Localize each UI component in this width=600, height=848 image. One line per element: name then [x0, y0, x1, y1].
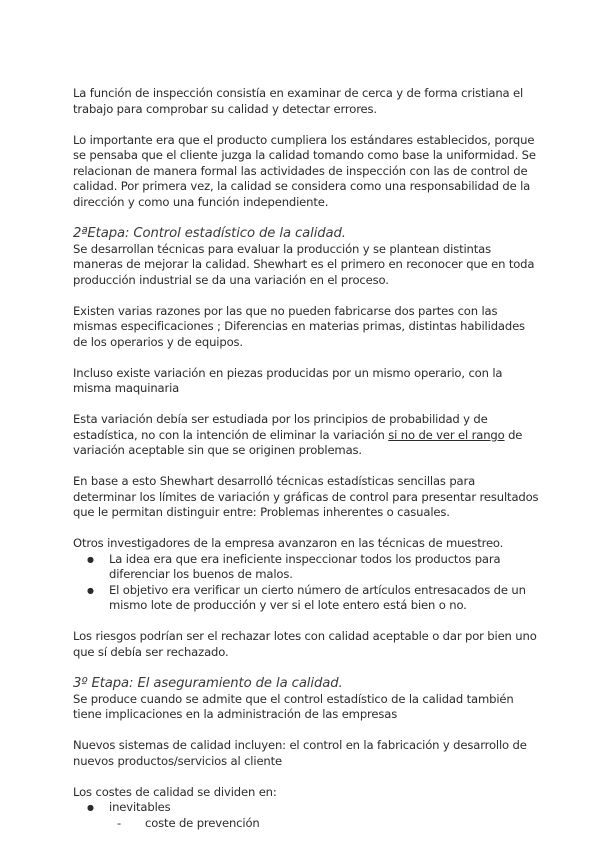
paragraph-standards: Lo importante era que el producto cumpliera los estándares establecidos, porque se pensaba que el cliente juzga la calidad tomando como base la uniformidad. Se relacionan de manera formal las actividades de inspección con las de control de calidad. Por primera vez, la calidad se considera como una responsabilidad de la dirección y como una función independiente.: [73, 132, 536, 209]
paragraph-costs: Los costes de calidad se dividen en:: [73, 784, 277, 799]
paragraph-new-systems: Nuevos sistemas de calidad incluyen: el control en la fabricación y desarrollo de nuevos productos/servicios al cliente: [73, 738, 527, 768]
paragraph-shewhart: En base a esto Shewhart desarrolló técnicas estadísticas sencillas para determinar los límites de variación y gráficas de control para presentar resultados que le permitan distinguir entre: Problemas inherentes o casuales.: [73, 474, 539, 519]
heading-stage-2: 2ªEtapa: Control estadístico de la calidad.: [73, 225, 346, 241]
paragraph-reasons: Existen varias razones por las que no pueden fabricarse dos partes con las mismas especificaciones ; Diferencias en materias primas, distintas habilidades de los operarios y de equipos.: [73, 303, 525, 349]
paragraph-techniques: Se desarrollan técnicas para evaluar la producción y se plantean distintas maneras de mejorar la calidad. Shewhart es el primero en reconocer que en toda producción industrial se da una variación en el proceso.: [73, 241, 535, 287]
bullet-list-costs: [73, 800, 540, 816]
heading-stage-3: 3º Etapa: El aseguramiento de la calidad.: [73, 675, 343, 691]
paragraph-variation-study: [73, 412, 540, 459]
paragraph-risks: Los riesgos podrían ser el rechazar lotes con calidad aceptable o dar por bien uno que sí debía ser rechazado.: [73, 629, 537, 659]
paragraph-operator-variation: Incluso existe variación en piezas producidas por un mismo operario, con la misma maquinaria: [73, 365, 503, 395]
paragraph-assurance: Se produce cuando se admite que el control estadístico de la calidad también tiene implicaciones en la administración de las empresas: [73, 691, 514, 721]
list-item: ● inevitables: [109, 800, 540, 816]
text-span: Esta variación debía ser estudiada por los principios de probabilidad y de estadística, no con la intención de eliminar la variación: [73, 412, 488, 442]
dash-list-costs: [73, 816, 540, 832]
list-item: - coste de prevención: [145, 816, 540, 832]
bullet-list-sampling: [73, 552, 540, 614]
text-span: de variación aceptable sin que se originen problemas.: [73, 427, 523, 457]
paragraph-sampling: Otros investigadores de la empresa avanzaron en las técnicas de muestreo.: [73, 536, 504, 550]
paragraph-inspection: La función de inspección consistía en examinar de cerca y de forma cristiana el trabajo para comprobar su calidad y detectar errores.: [73, 86, 524, 116]
list-item: ● La idea era que era ineficiente inspeccionar todos los productos para diferenciar los buenos de malos.: [109, 552, 540, 583]
underlined-text: si no de ver el rango: [388, 427, 505, 442]
list-item: ● El objetivo era verificar un cierto número de artículos entresacados de un mismo lote de producción y ver si el lote entero está bien o no.: [109, 583, 540, 614]
